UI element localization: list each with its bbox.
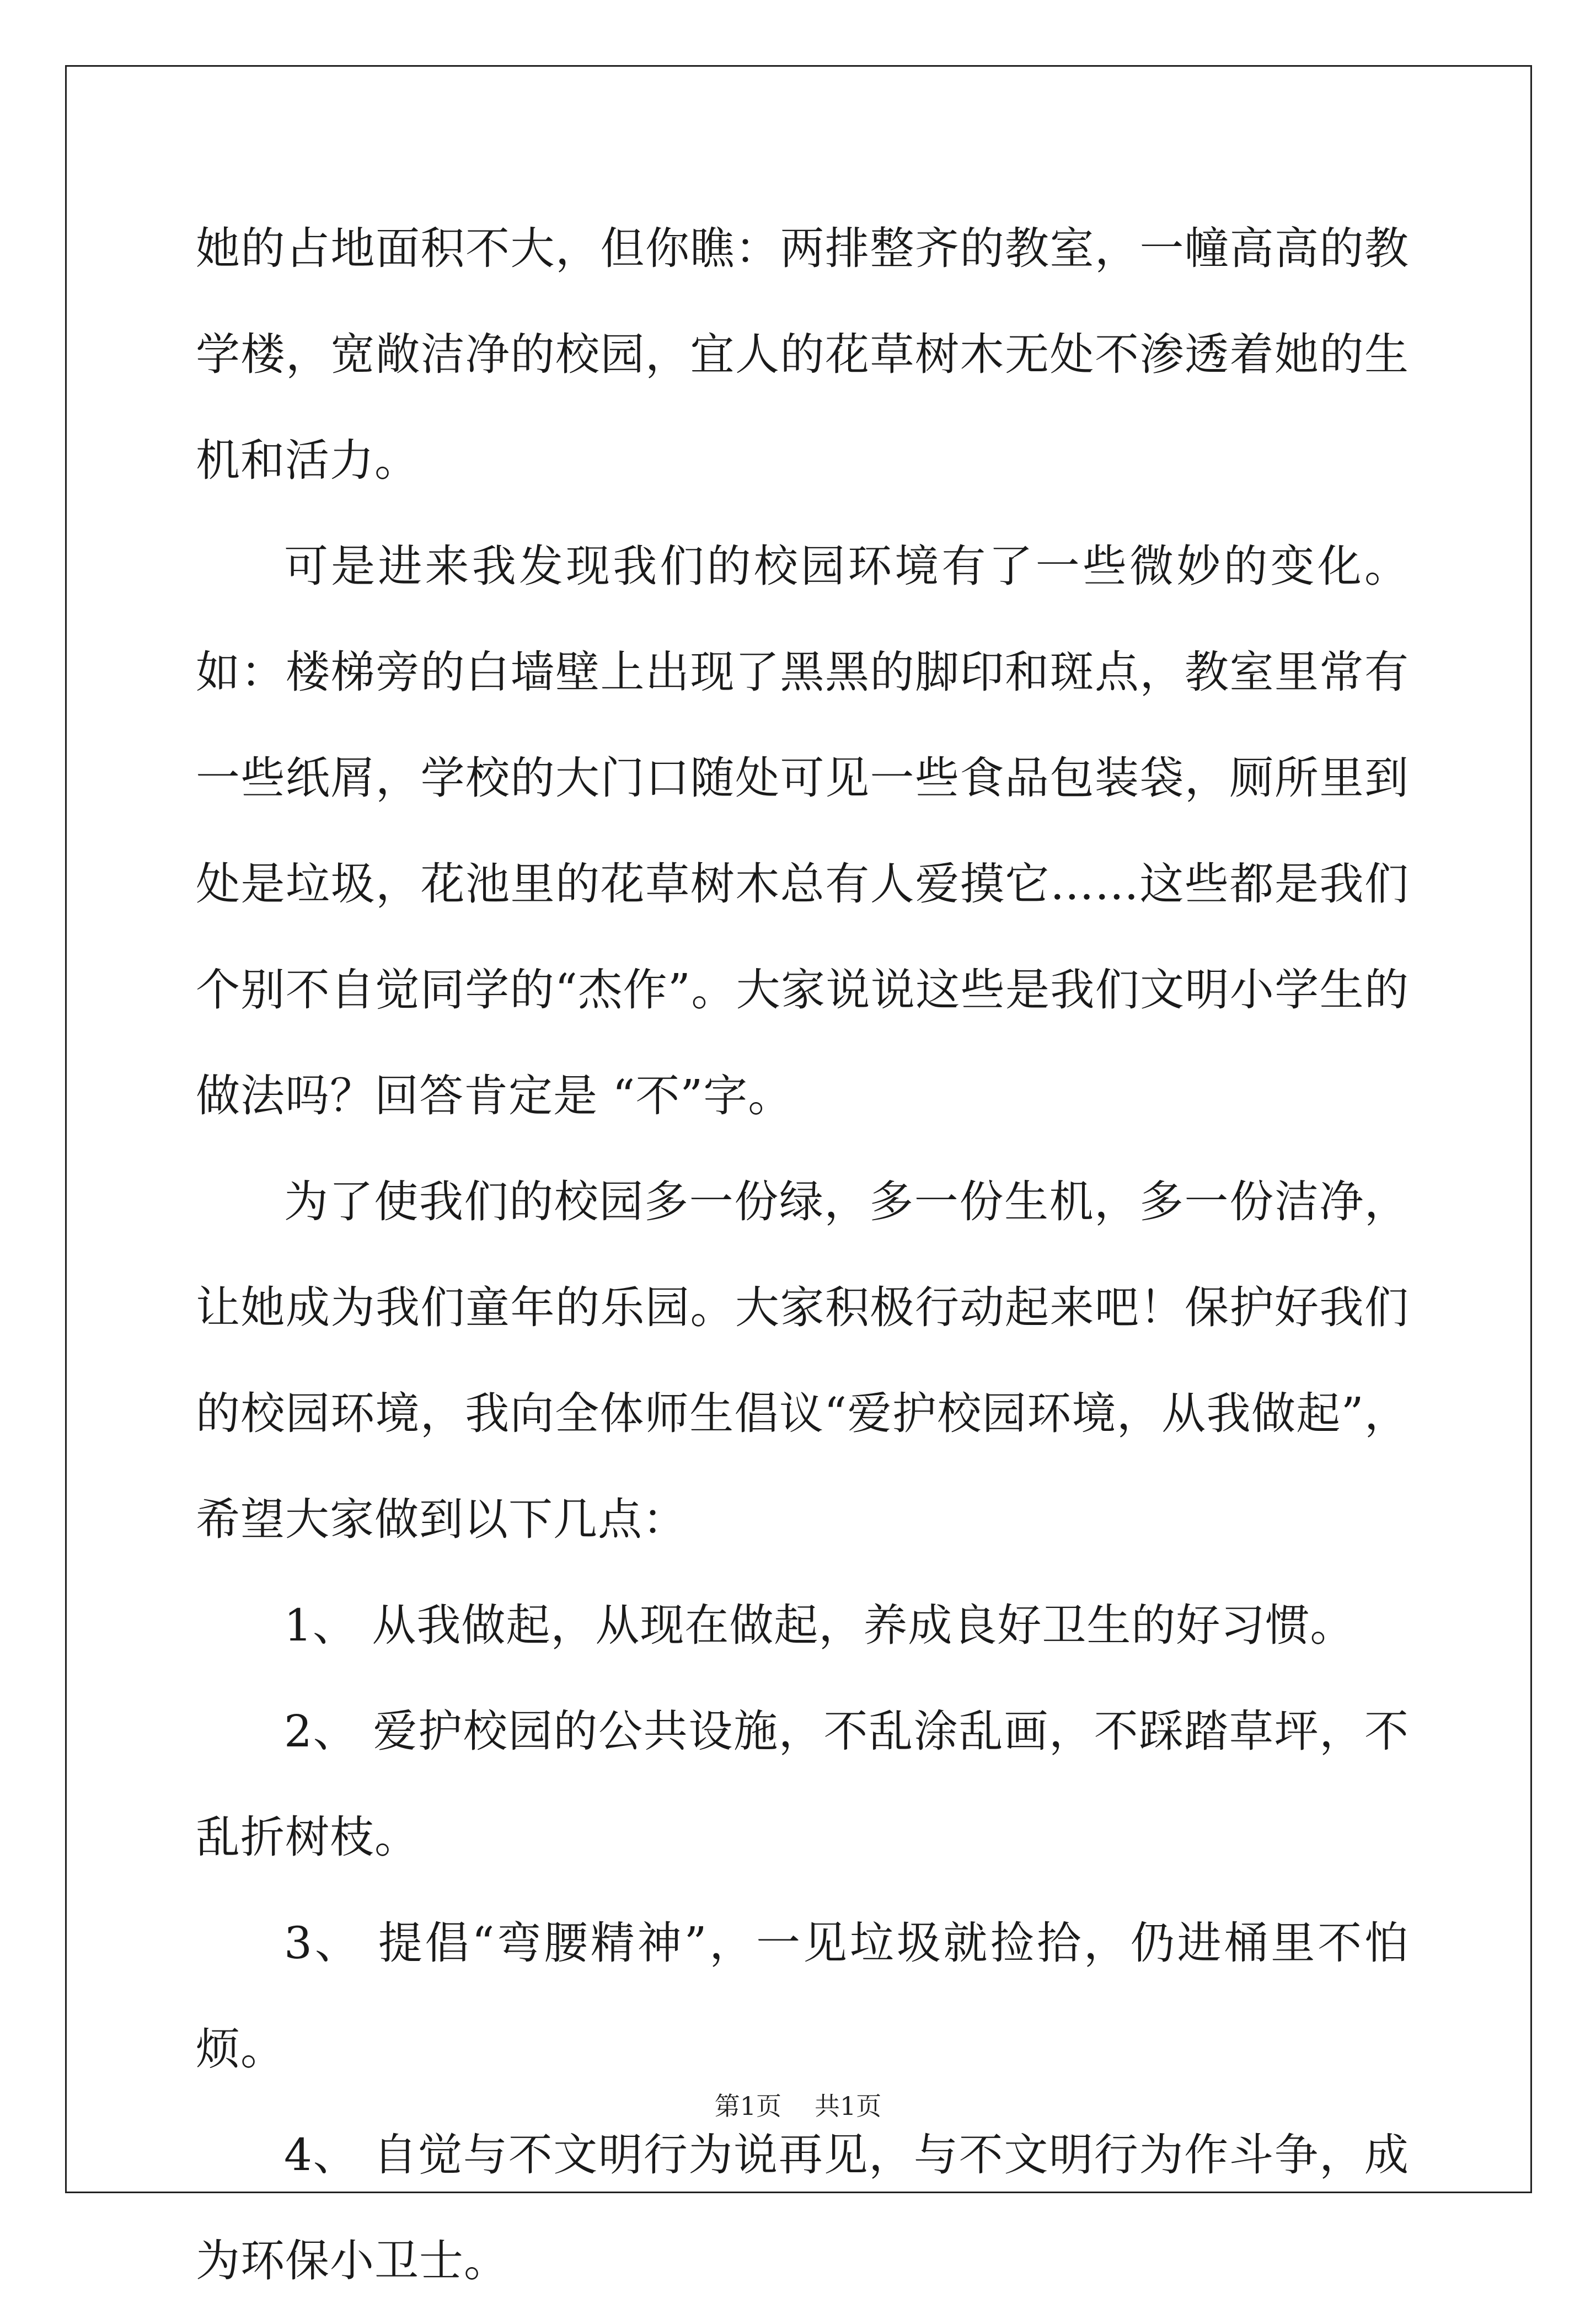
page-footer <box>0 2089 1596 2123</box>
list-item-4: 4、 自觉与不文明行为说再见，与不文明行为作斗争，成为环保小卫士。 <box>196 2129 1409 2286</box>
paragraph-proposal: 为了使我们的校园多一份绿，多一份生机，多一份洁净，让她成为我们童年的乐园。大家积极行动起来吧！保护好我们的校园环境，我向全体师生倡议“爱护校园环境，从我做起”，希望大家做到以下几点： <box>196 1176 1409 1545</box>
document-body <box>196 196 1409 2314</box>
paragraph-intro: 她的占地面积不大，但你瞧：两排整齐的教室，一幢高高的教学楼，宽敞洁净的校园，宜人的花草树木无处不渗透着她的生机和活力。 <box>196 223 1409 486</box>
paragraph-changes: 可是进来我发现我们的校园环境有了一些微妙的变化。如：楼梯旁的白墙壁上出现了黑黑的脚印和斑点，教室里常有一些纸屑，学校的大门口随处可见一些食品包装袋，厕所里到处是垃圾，花池里的花草树木总有人爱摸它……这些都是我们个别不自觉同学的“杰作”。大家说说这些是我们文明小学生的做法吗？回答肯定是 “不”字。 <box>196 541 1409 1121</box>
list-item-2: 2、 爱护校园的公共设施，不乱涂乱画，不踩踏草坪，不乱折树枝。 <box>196 1706 1409 1863</box>
page-total: 共1页 <box>815 2091 882 2121</box>
page-number: 第1页 <box>714 2091 781 2121</box>
list-item-3: 3、 提倡“弯腰精神”，一见垃圾就捡拾，仍进桶里不怕烦。 <box>196 1917 1409 2075</box>
list-item-1: 1、 从我做起，从现在做起，养成良好卫生的好习惯。 <box>284 1600 1355 1651</box>
